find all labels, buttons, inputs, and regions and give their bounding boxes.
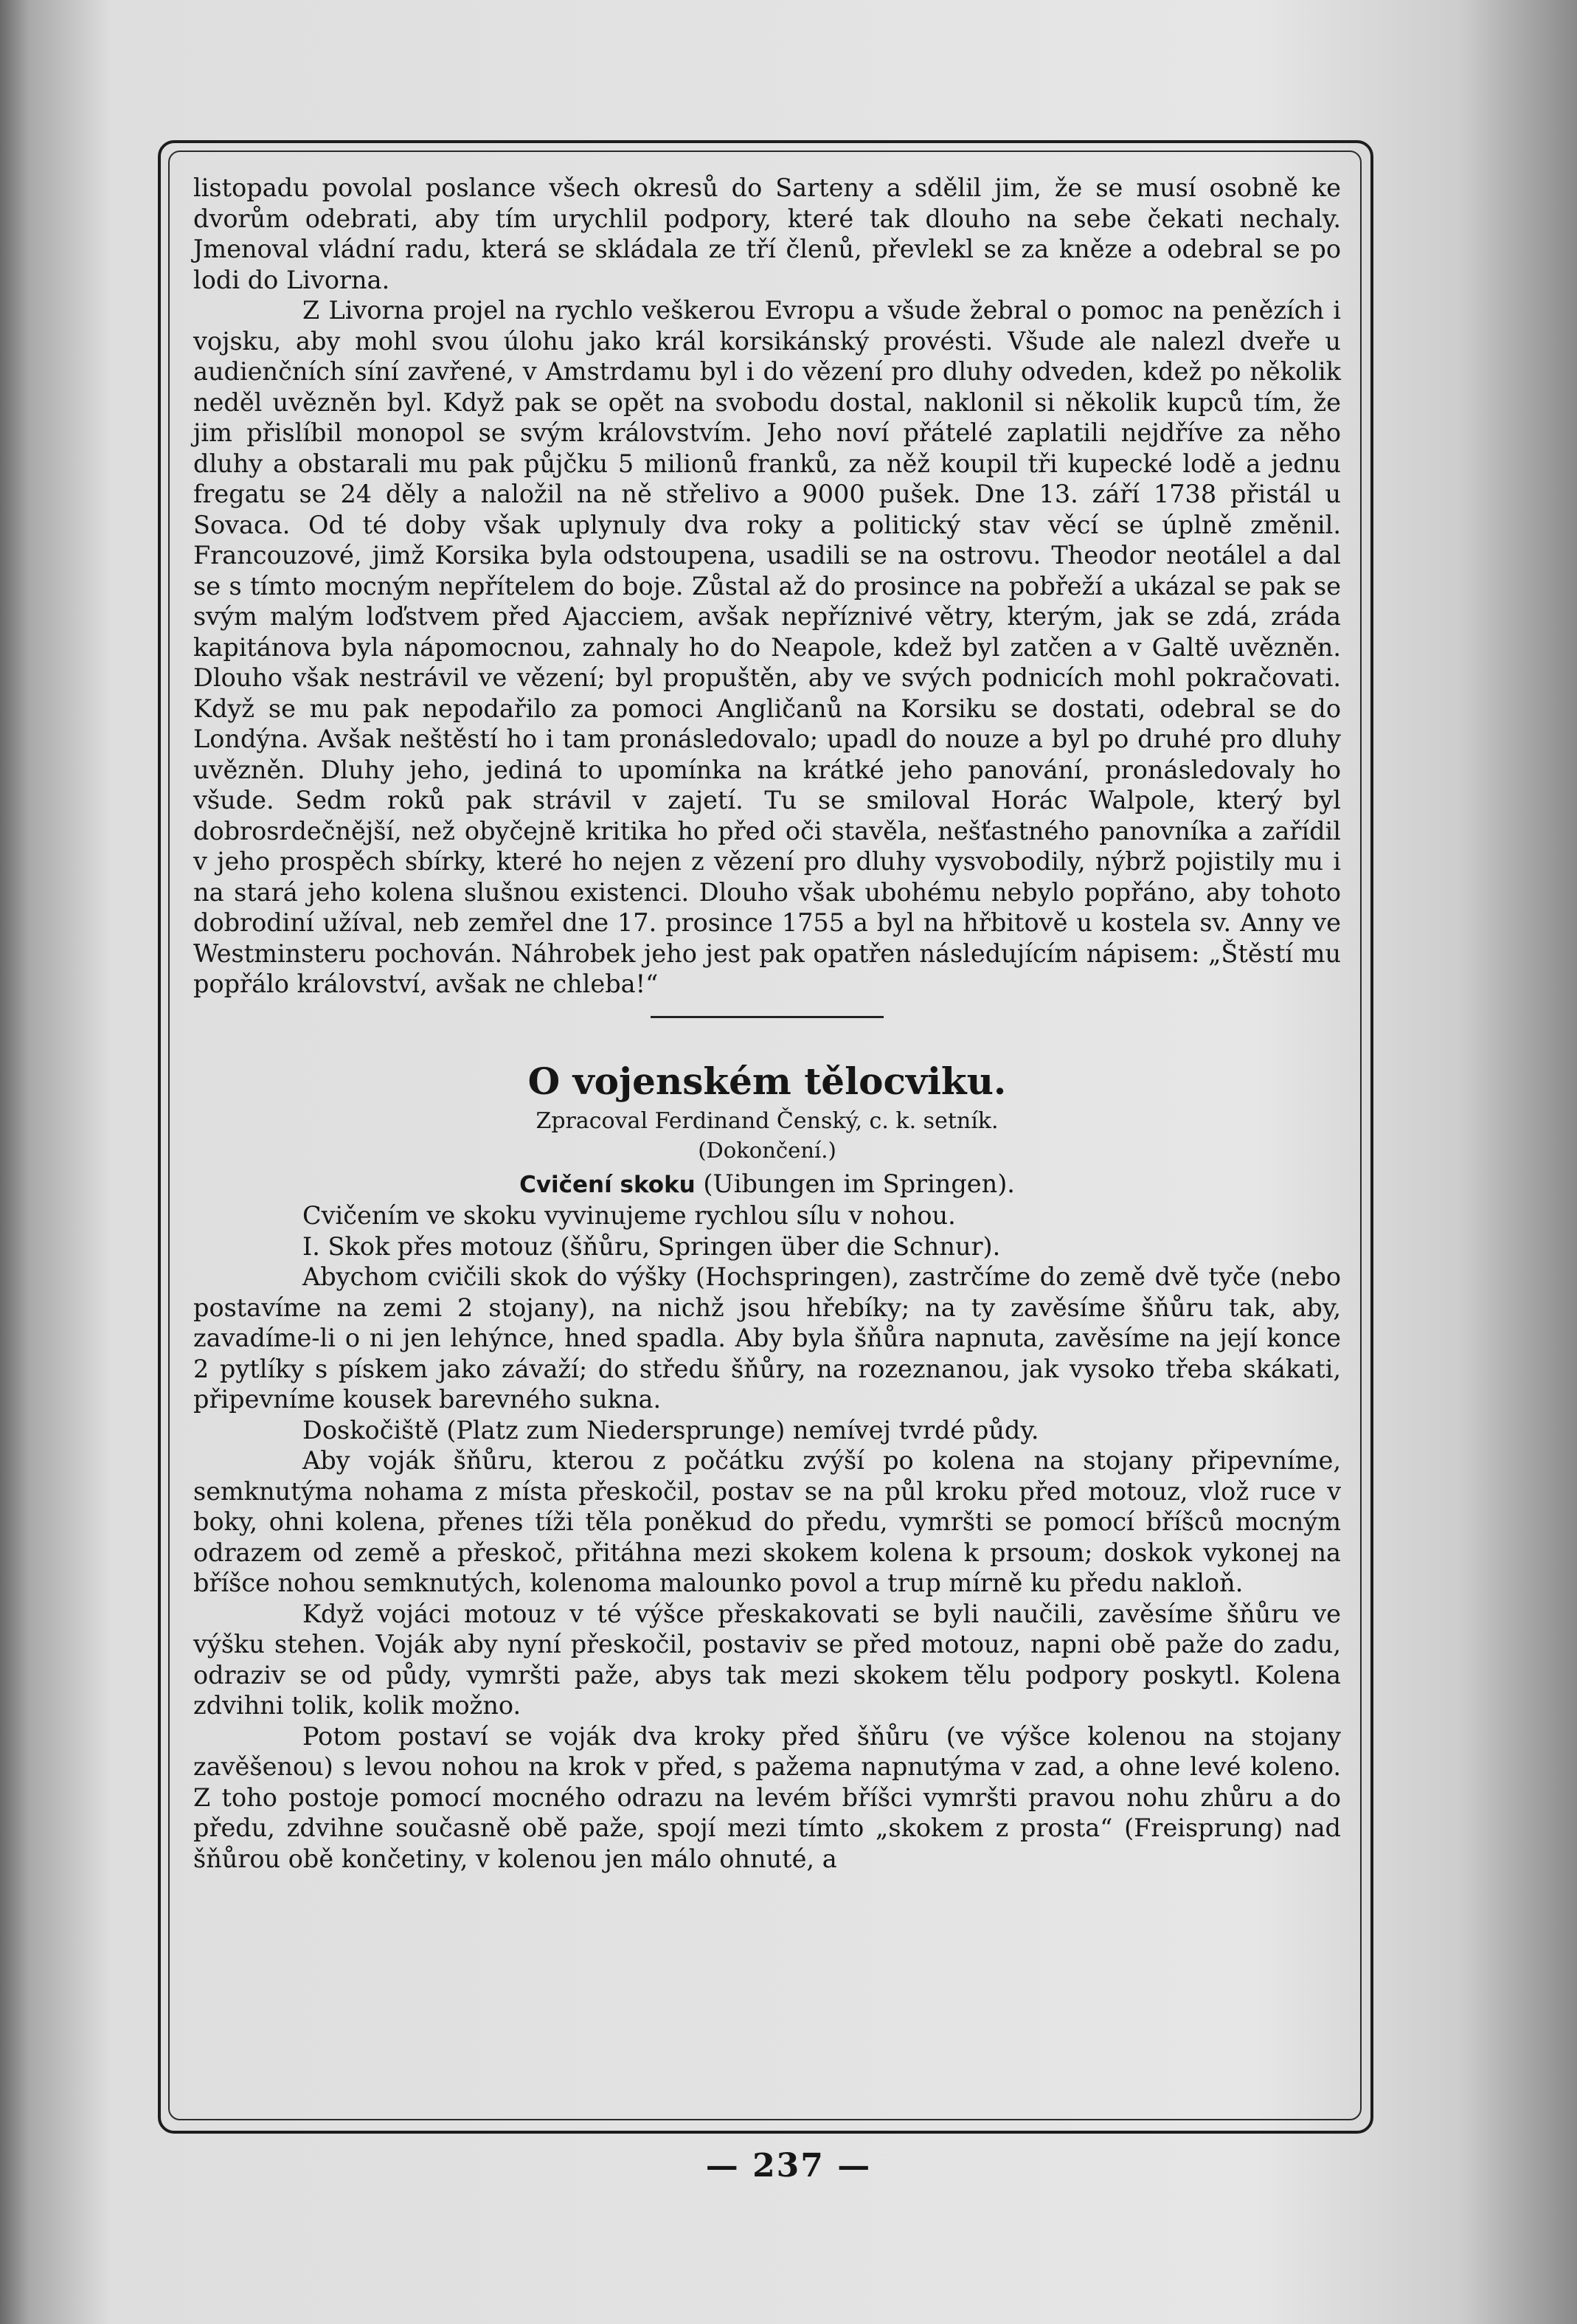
section-divider xyxy=(651,1016,884,1018)
continuation-note: (Dokončení.) xyxy=(698,1137,836,1163)
article1-paragraph-1: listopadu povolal poslance všech okresů do Sarteny a sdělil jim, že se musí osobně ke dvorům odebrati, aby tím urychlil podpory, které tak dlouho na sebe čekati nechaly. Jmenoval vládní radu, která se skládala ze tří členů, převlekl se za kněze a odebral se po lodi do Livorna. xyxy=(193,173,1341,294)
page-number: — 237 — xyxy=(705,2147,872,2185)
article2-paragraph-4: Když vojáci motouz v té výšce přeskakovati se byli naučili, zavěsíme šňůru ve výšku stehen. Voják aby nyní přeskočil, postaviv se před motouz, napni obě paže do zadu, odraziv se od půdy, vymršti paže, abys tak mezi skokem tělu podpory poskytl. Kolena zdvihni tolik, kolik možno. xyxy=(193,1599,1341,1720)
article1-paragraph-2: Z Livorna projel na rychlo veškerou Evropu a všude žebral o pomoc na penězích i vojsku, aby mohl svou úlohu jako král korsikánský provésti. Všude ale nalezl dveře u audienčních síní zavřené, v Amstrdamu byl i do vězení pro dluhy odveden, kdež po několik neděl uvězněn byl. Když pak se opět na svobodu dostal, naklonil si několik kupců tím, že jim přislíbil monopol se svým královstvím. Jeho noví přátelé zaplatili nejdříve za něho dluhy a obstarali mu pak půjčku 5 milionů franků, za něž koupil tři kupecké lodě a jednu fregatu se 24 děly a naložil na ně střelivo a 9000 pušek. Dne 13. září 1738 přistál u Sovaca. Od té doby však uplynuly dva roky a politický stav věcí se úplně změnil. Francouzové, jimž Korsika byla odstoupena, usadili se na ostrovu. Theodor neotálel a dal se s tímto mocným nepřítelem do boje. Zůstal až do prosince na pobřeží a ukázal se pak se svým malým loďstvem před Ajacciem, avšak nepříznivé větry, kterým, jak se zdá, zráda kapitánova byla nápomocnou, zahnaly ho do Neapole, kdež byl zatčen a v Galtě uvězněn. Dlouho však nestrávil ve vězení; byl propuštěn, aby ve svých podnicích mohl pokračovati. Když se mu pak nepodařilo za pomoci Angličanů na Korsiku se dostati, odebral se do Londýna. Avšak neštěstí ho i tam pronásledovalo; upadl do nouze a byl po druhé pro dluhy uvězněn. Dluhy jeho, jediná to upomínka na krátké jeho panování, pronásledovaly ho všude. Sedm roků pak strávil v zajetí. Tu se smiloval Horác Walpole, který byl dobrosrdečnější, než obyčejně kritika ho před oči stavěla, nešťastného panovníka a zařídil v jeho prospěch sbírky, které ho nejen z vězení pro dluhy vysvobodily, nýbrž pojistily mu i na stará jeho kolena slušnou existenci. Dlouho však ubohému nebylo popřáno, aby tohoto dobrodiní užíval, neb zemřel dne 17. prosince 1755 a byl na hřbitově u kostela sv. Anny ve Westminsteru pochován. Náhrobek jeho jest pak opatřen následujícím nápisem: „Štěstí mu popřálo království, avšak ne chleba!“ xyxy=(193,296,1341,998)
article2-paragraph-3: Aby voják šňůru, kterou z počátku zvýší po kolena na stojany připevníme, semknutýma nohama z místa přeskočil, postav se na půl kroku před motouz, vlož ruce v boky, ohni kolena, přenes tíži těla poněkud do předu, vymršti se pomocí bříšců mocným odrazem od země a přeskoč, přitáhna mezi skokem kolena k prsoum; doskok vykonej na bříšce nohou semknutých, kolenoma malounko povol a trup mírně ku předu nakloň. xyxy=(193,1446,1341,1597)
section-heading-german: (Uibungen im Springen). xyxy=(703,1169,1015,1198)
article-byline: Zpracoval Ferdinand Čenský, c. k. setník. xyxy=(536,1107,999,1134)
section-heading xyxy=(193,1169,1341,1201)
section-heading-bold: Cvičení skoku xyxy=(519,1171,696,1198)
article-lead: Cvičením ve skoku vyvinujeme rychlou sílu v nohou. xyxy=(302,1201,956,1230)
article2-paragraph-5: Potom postaví se voják dva kroky před šňůru (ve výšce kolenou na stojany zavěšenou) s levou nohou na krok v před, s pažema napnutýma v zad, a ohne levé koleno. Z toho postoje pomocí mocného odrazu na levém bříšci vymršti pravou nohu zhůru a do předu, zdvihne současně obě paže, spojí mezi tímto „skokem z prosta“ (Freisprung) nad šňůrou obě končetiny, v kolenou jen málo ohnuté, a xyxy=(193,1721,1341,1873)
subsection-heading: I. Skok přes motouz (šňůru, Springen über die Schnur). xyxy=(302,1231,1001,1261)
article2-paragraph-1: Abychom cvičili skok do výšky (Hochspringen), zastrčíme do země dvě tyče (nebo postavíme na zemi 2 stojany), na nichž jsou hřebíky; na ty zavěsíme šňůru tak, aby, zavadíme-li o ni jen lehýnce, hned spadla. Aby byla šňůra napnuta, zavěsíme na její konce 2 pytlíky s pískem jako závaží; do středu šňůry, na rozeznanou, jak vysoko třeba skákati, připevníme kousek barevného sukna. xyxy=(193,1262,1341,1414)
article2-paragraph-2: Doskočiště (Platz zum Niedersprunge) nemívej tvrdé půdy. xyxy=(302,1415,1039,1445)
article-title: O vojenském tělocviku. xyxy=(527,1059,1007,1103)
page-content xyxy=(193,173,1341,1874)
